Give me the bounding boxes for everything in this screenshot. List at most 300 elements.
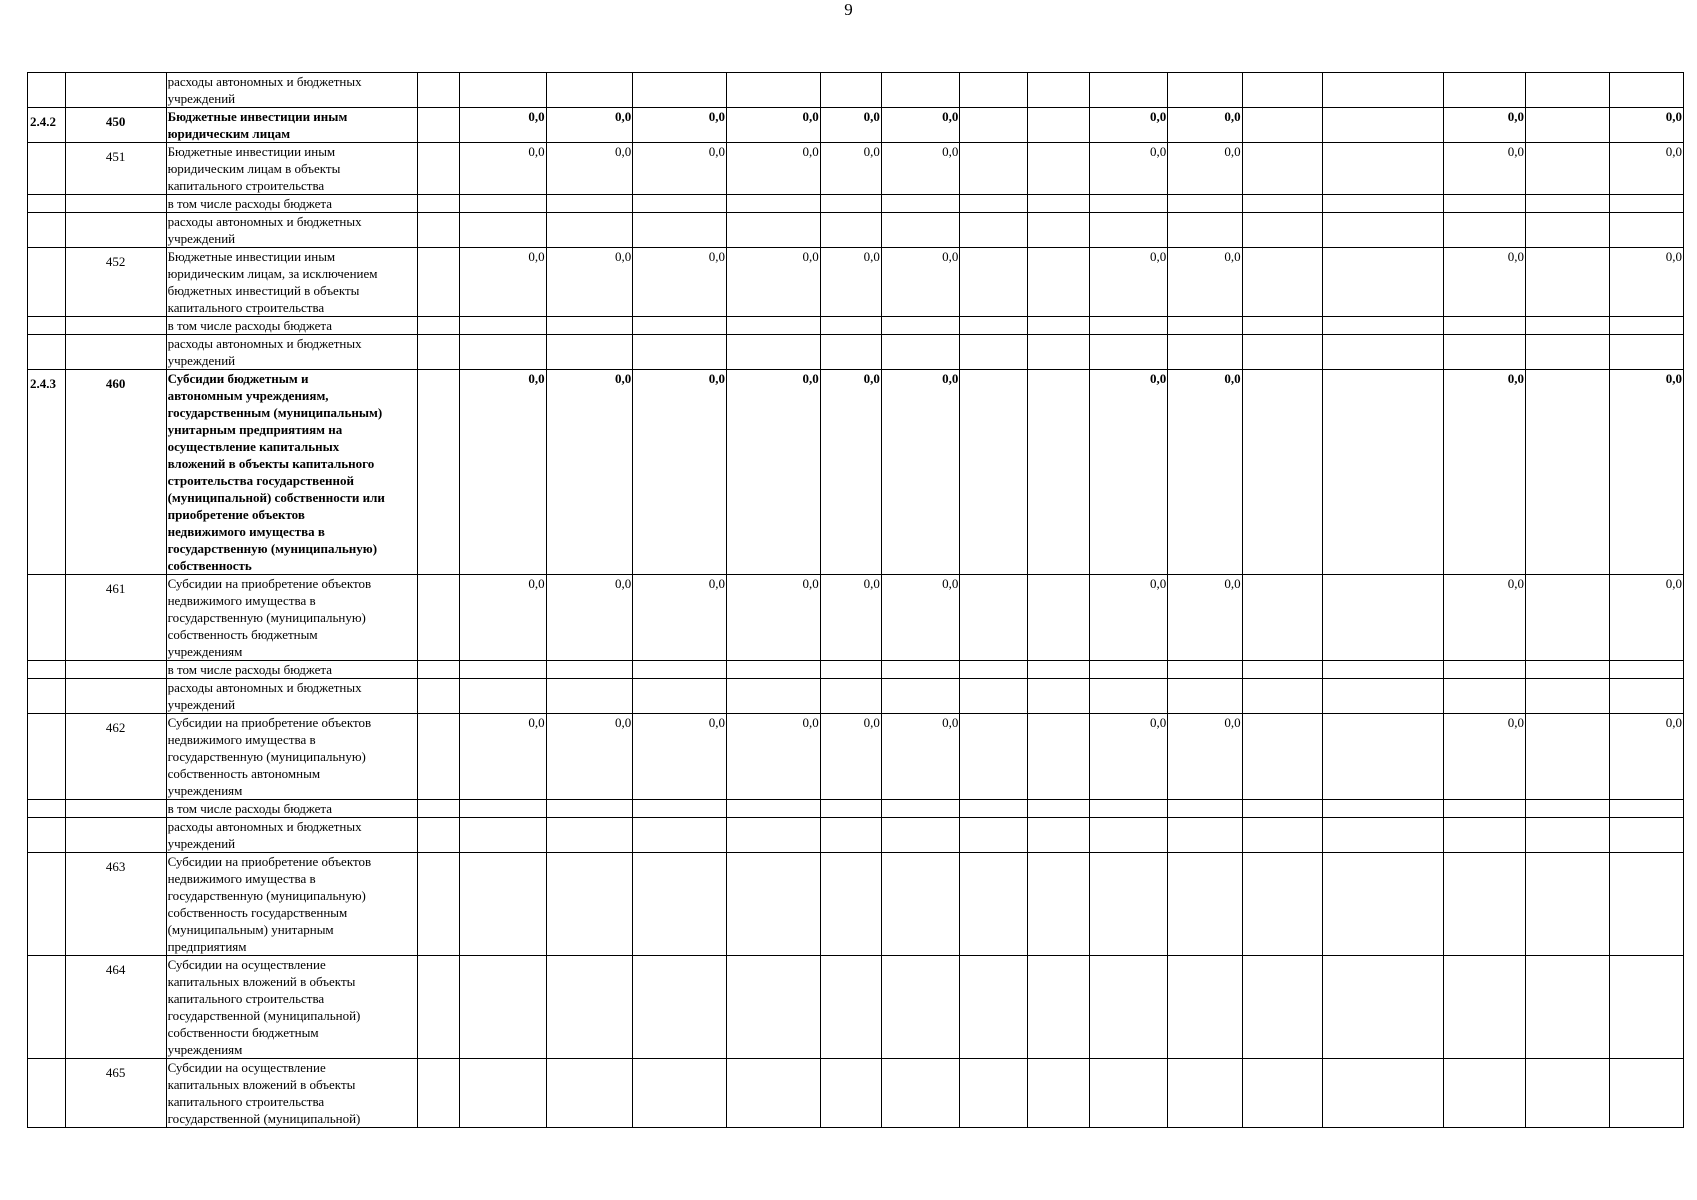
name-cell: Субсидии на приобретение объектов недвижимого имущества в государственную (муниципальную) собственность автономным учреждениям	[166, 714, 418, 800]
value-cell	[1168, 335, 1242, 370]
value-cell	[1168, 317, 1242, 335]
table-row	[28, 956, 1684, 1059]
value-cell	[1089, 679, 1167, 714]
code-cell	[65, 317, 166, 335]
value-cell: 0,0	[727, 248, 821, 317]
value-cell: 0,0	[546, 370, 633, 575]
section-cell	[28, 714, 66, 800]
table-row	[28, 370, 1684, 575]
section-cell	[28, 143, 66, 195]
value-cell	[1242, 73, 1323, 108]
value-cell	[418, 248, 460, 317]
value-cell	[1027, 818, 1089, 853]
value-cell: 0,0	[1444, 143, 1526, 195]
value-cell	[881, 818, 959, 853]
value-cell	[460, 679, 547, 714]
value-cell	[1444, 335, 1526, 370]
value-cell	[960, 818, 1027, 853]
value-cell	[1323, 853, 1444, 956]
section-cell	[28, 800, 66, 818]
value-cell	[418, 800, 460, 818]
value-cell	[1027, 108, 1089, 143]
code-cell	[65, 73, 166, 108]
value-cell	[633, 1059, 727, 1128]
value-cell	[1323, 73, 1444, 108]
value-cell	[1323, 956, 1444, 1059]
section-cell	[28, 679, 66, 714]
value-cell	[881, 853, 959, 956]
value-cell: 0,0	[460, 143, 547, 195]
value-cell	[418, 195, 460, 213]
table-row	[28, 73, 1684, 108]
value-cell	[1609, 73, 1684, 108]
value-cell	[1027, 661, 1089, 679]
table-row	[28, 317, 1684, 335]
code-cell	[65, 213, 166, 248]
table-row	[28, 143, 1684, 195]
table-body	[28, 73, 1684, 1128]
value-cell	[1242, 195, 1323, 213]
value-cell	[460, 661, 547, 679]
value-cell	[1027, 73, 1089, 108]
value-cell	[1242, 213, 1323, 248]
section-cell	[28, 575, 66, 661]
value-cell	[460, 800, 547, 818]
value-cell	[1444, 213, 1526, 248]
value-cell	[1444, 1059, 1526, 1128]
value-cell	[727, 800, 821, 818]
value-cell	[1242, 248, 1323, 317]
value-cell	[1323, 1059, 1444, 1128]
value-cell	[546, 679, 633, 714]
value-cell	[1323, 213, 1444, 248]
value-cell	[881, 73, 959, 108]
code-cell: 452	[65, 248, 166, 317]
value-cell	[960, 335, 1027, 370]
value-cell	[1609, 213, 1684, 248]
value-cell: 0,0	[633, 108, 727, 143]
value-cell	[418, 575, 460, 661]
value-cell	[1168, 679, 1242, 714]
value-cell	[960, 248, 1027, 317]
value-cell: 0,0	[460, 714, 547, 800]
value-cell	[1027, 370, 1089, 575]
value-cell	[418, 143, 460, 195]
value-cell	[820, 800, 881, 818]
value-cell	[1242, 575, 1323, 661]
value-cell	[881, 195, 959, 213]
value-cell	[960, 956, 1027, 1059]
code-cell: 450	[65, 108, 166, 143]
value-cell	[546, 1059, 633, 1128]
value-cell	[1242, 317, 1323, 335]
value-cell	[727, 1059, 821, 1128]
value-cell	[960, 714, 1027, 800]
value-cell: 0,0	[460, 248, 547, 317]
value-cell	[1242, 800, 1323, 818]
value-cell	[1323, 661, 1444, 679]
section-cell: 2.4.3	[28, 370, 66, 575]
section-cell	[28, 1059, 66, 1128]
value-cell	[546, 213, 633, 248]
value-cell	[820, 661, 881, 679]
value-cell	[1525, 679, 1609, 714]
value-cell	[1525, 575, 1609, 661]
value-cell	[1609, 853, 1684, 956]
value-cell	[960, 213, 1027, 248]
value-cell	[460, 73, 547, 108]
value-cell	[1027, 1059, 1089, 1128]
value-cell	[633, 317, 727, 335]
value-cell	[418, 714, 460, 800]
value-cell	[820, 317, 881, 335]
value-cell	[1525, 370, 1609, 575]
section-cell	[28, 317, 66, 335]
value-cell	[881, 1059, 959, 1128]
value-cell: 0,0	[1089, 575, 1167, 661]
value-cell	[1525, 714, 1609, 800]
value-cell	[1242, 714, 1323, 800]
value-cell: 0,0	[1609, 370, 1684, 575]
value-cell	[1027, 853, 1089, 956]
value-cell	[1609, 335, 1684, 370]
table-row	[28, 714, 1684, 800]
table-row	[28, 213, 1684, 248]
value-cell: 0,0	[1609, 108, 1684, 143]
value-cell	[1168, 800, 1242, 818]
value-cell	[1525, 248, 1609, 317]
value-cell	[1089, 853, 1167, 956]
name-cell: расходы автономных и бюджетных учреждений	[166, 818, 418, 853]
value-cell	[418, 679, 460, 714]
value-cell	[633, 956, 727, 1059]
value-cell	[1089, 956, 1167, 1059]
value-cell: 0,0	[460, 108, 547, 143]
value-cell: 0,0	[1444, 108, 1526, 143]
value-cell	[960, 73, 1027, 108]
value-cell	[546, 800, 633, 818]
value-cell	[1525, 335, 1609, 370]
value-cell	[1525, 800, 1609, 818]
value-cell	[881, 661, 959, 679]
value-cell: 0,0	[546, 248, 633, 317]
name-cell: расходы автономных и бюджетных учреждений	[166, 73, 418, 108]
value-cell	[960, 575, 1027, 661]
value-cell	[1444, 661, 1526, 679]
value-cell	[633, 800, 727, 818]
value-cell	[546, 195, 633, 213]
table-row	[28, 679, 1684, 714]
code-cell	[65, 661, 166, 679]
value-cell	[1609, 195, 1684, 213]
name-cell: расходы автономных и бюджетных учреждений	[166, 679, 418, 714]
value-cell	[960, 143, 1027, 195]
value-cell: 0,0	[1609, 143, 1684, 195]
value-cell: 0,0	[881, 108, 959, 143]
budget-table	[27, 72, 1684, 1128]
value-cell	[1323, 800, 1444, 818]
value-cell: 0,0	[881, 575, 959, 661]
value-cell	[727, 195, 821, 213]
value-cell	[1525, 956, 1609, 1059]
value-cell	[820, 679, 881, 714]
value-cell	[1323, 714, 1444, 800]
value-cell	[1027, 195, 1089, 213]
table-row	[28, 248, 1684, 317]
value-cell: 0,0	[633, 143, 727, 195]
value-cell	[1609, 317, 1684, 335]
name-cell: Субсидии на приобретение объектов недвижимого имущества в государственную (муниципальную) собственность государственным (муниципальным) унитарным предприятиям	[166, 853, 418, 956]
value-cell: 0,0	[820, 108, 881, 143]
value-cell	[727, 818, 821, 853]
value-cell	[960, 853, 1027, 956]
code-cell: 461	[65, 575, 166, 661]
section-cell	[28, 853, 66, 956]
value-cell	[1444, 956, 1526, 1059]
value-cell: 0,0	[727, 575, 821, 661]
value-cell	[1609, 661, 1684, 679]
name-cell: в том числе расходы бюджета	[166, 661, 418, 679]
value-cell	[633, 679, 727, 714]
value-cell: 0,0	[1168, 108, 1242, 143]
value-cell: 0,0	[546, 714, 633, 800]
value-cell	[418, 370, 460, 575]
section-cell	[28, 661, 66, 679]
value-cell	[460, 317, 547, 335]
value-cell	[1168, 213, 1242, 248]
value-cell: 0,0	[881, 370, 959, 575]
name-cell: расходы автономных и бюджетных учреждений	[166, 213, 418, 248]
value-cell	[1444, 317, 1526, 335]
value-cell	[633, 818, 727, 853]
value-cell	[1168, 661, 1242, 679]
value-cell	[418, 853, 460, 956]
name-cell: в том числе расходы бюджета	[166, 317, 418, 335]
value-cell	[460, 195, 547, 213]
table-row	[28, 335, 1684, 370]
value-cell	[460, 818, 547, 853]
name-cell: в том числе расходы бюджета	[166, 195, 418, 213]
value-cell	[418, 1059, 460, 1128]
value-cell: 0,0	[1089, 248, 1167, 317]
value-cell	[1444, 679, 1526, 714]
value-cell	[1242, 1059, 1323, 1128]
value-cell	[820, 956, 881, 1059]
section-cell: 2.4.2	[28, 108, 66, 143]
value-cell	[1323, 108, 1444, 143]
value-cell	[418, 335, 460, 370]
value-cell	[960, 195, 1027, 213]
value-cell: 0,0	[546, 143, 633, 195]
value-cell	[546, 335, 633, 370]
value-cell	[1609, 818, 1684, 853]
value-cell	[1609, 956, 1684, 1059]
value-cell	[1027, 800, 1089, 818]
value-cell: 0,0	[881, 143, 959, 195]
value-cell	[881, 956, 959, 1059]
value-cell	[1444, 853, 1526, 956]
code-cell	[65, 800, 166, 818]
table-row	[28, 195, 1684, 213]
value-cell	[418, 108, 460, 143]
section-cell	[28, 73, 66, 108]
value-cell	[960, 370, 1027, 575]
table-row	[28, 575, 1684, 661]
value-cell	[1027, 248, 1089, 317]
value-cell: 0,0	[727, 108, 821, 143]
value-cell	[1323, 248, 1444, 317]
table-row	[28, 1059, 1684, 1128]
value-cell	[1089, 335, 1167, 370]
value-cell: 0,0	[1609, 575, 1684, 661]
value-cell	[1525, 213, 1609, 248]
section-cell	[28, 213, 66, 248]
value-cell	[1168, 818, 1242, 853]
value-cell	[1242, 143, 1323, 195]
value-cell	[1444, 195, 1526, 213]
table-row	[28, 661, 1684, 679]
value-cell	[881, 317, 959, 335]
value-cell	[1323, 195, 1444, 213]
value-cell: 0,0	[1609, 714, 1684, 800]
value-cell	[633, 213, 727, 248]
value-cell	[820, 818, 881, 853]
code-cell	[65, 818, 166, 853]
value-cell	[1089, 661, 1167, 679]
value-cell	[1027, 143, 1089, 195]
value-cell	[418, 818, 460, 853]
value-cell	[1089, 195, 1167, 213]
value-cell	[881, 800, 959, 818]
value-cell	[633, 335, 727, 370]
value-cell	[881, 213, 959, 248]
value-cell	[1168, 195, 1242, 213]
section-cell	[28, 248, 66, 317]
value-cell	[1027, 317, 1089, 335]
value-cell	[960, 679, 1027, 714]
value-cell	[820, 195, 881, 213]
value-cell: 0,0	[1168, 248, 1242, 317]
name-cell: Бюджетные инвестиции иным юридическим лицам в объекты капитального строительства	[166, 143, 418, 195]
value-cell: 0,0	[1444, 575, 1526, 661]
table-row	[28, 818, 1684, 853]
value-cell	[960, 1059, 1027, 1128]
value-cell: 0,0	[881, 714, 959, 800]
value-cell	[820, 213, 881, 248]
value-cell	[1089, 800, 1167, 818]
value-cell	[633, 853, 727, 956]
value-cell	[1525, 195, 1609, 213]
value-cell	[1525, 1059, 1609, 1128]
value-cell	[1323, 575, 1444, 661]
value-cell: 0,0	[727, 143, 821, 195]
value-cell	[1323, 818, 1444, 853]
value-cell	[1027, 956, 1089, 1059]
value-cell	[1027, 714, 1089, 800]
value-cell: 0,0	[546, 108, 633, 143]
value-cell: 0,0	[820, 575, 881, 661]
value-cell	[460, 853, 547, 956]
value-cell	[881, 335, 959, 370]
value-cell	[1089, 317, 1167, 335]
value-cell	[820, 73, 881, 108]
value-cell	[1609, 1059, 1684, 1128]
value-cell: 0,0	[1444, 248, 1526, 317]
value-cell	[460, 1059, 547, 1128]
value-cell	[1609, 800, 1684, 818]
code-cell: 462	[65, 714, 166, 800]
code-cell	[65, 679, 166, 714]
value-cell	[460, 213, 547, 248]
value-cell: 0,0	[727, 714, 821, 800]
value-cell	[1323, 679, 1444, 714]
table-row	[28, 800, 1684, 818]
value-cell	[1027, 213, 1089, 248]
value-cell	[727, 317, 821, 335]
value-cell	[1323, 143, 1444, 195]
value-cell: 0,0	[1089, 108, 1167, 143]
value-cell: 0,0	[633, 714, 727, 800]
value-cell	[1168, 956, 1242, 1059]
value-cell	[418, 661, 460, 679]
name-cell: Субсидии на осуществление капитальных вложений в объекты капитального строительства государственной (муниципальной)	[166, 1059, 418, 1128]
value-cell	[881, 679, 959, 714]
value-cell	[1525, 818, 1609, 853]
code-cell	[65, 195, 166, 213]
value-cell	[1323, 370, 1444, 575]
value-cell	[1525, 108, 1609, 143]
name-cell: Субсидии бюджетным и автономным учреждениям, государственным (муниципальным) унитарным предприятиям на осуществление капитальных вложений в объекты капитального строительства государственной (муниципальной) собственности или приобретение объектов недвижимого имущества в государственную (муниципальную) собственность	[166, 370, 418, 575]
value-cell	[1242, 853, 1323, 956]
value-cell	[1323, 317, 1444, 335]
value-cell	[1242, 661, 1323, 679]
value-cell	[460, 956, 547, 1059]
value-cell	[1242, 818, 1323, 853]
value-cell	[1027, 679, 1089, 714]
value-cell	[1525, 73, 1609, 108]
value-cell: 0,0	[1444, 714, 1526, 800]
value-cell	[1027, 335, 1089, 370]
value-cell	[418, 956, 460, 1059]
value-cell: 0,0	[460, 370, 547, 575]
value-cell: 0,0	[460, 575, 547, 661]
value-cell	[1525, 317, 1609, 335]
value-cell	[1168, 853, 1242, 956]
value-cell	[1242, 370, 1323, 575]
value-cell: 0,0	[1168, 370, 1242, 575]
value-cell: 0,0	[1168, 714, 1242, 800]
value-cell	[1525, 143, 1609, 195]
value-cell: 0,0	[820, 143, 881, 195]
value-cell	[1609, 679, 1684, 714]
value-cell	[418, 317, 460, 335]
name-cell: Субсидии на приобретение объектов недвижимого имущества в государственную (муниципальную) собственность бюджетным учреждениям	[166, 575, 418, 661]
value-cell	[1242, 679, 1323, 714]
value-cell	[727, 679, 821, 714]
value-cell	[1242, 956, 1323, 1059]
value-cell: 0,0	[820, 248, 881, 317]
value-cell: 0,0	[633, 370, 727, 575]
value-cell	[546, 73, 633, 108]
value-cell: 0,0	[1168, 575, 1242, 661]
value-cell	[546, 661, 633, 679]
name-cell: расходы автономных и бюджетных учреждений	[166, 335, 418, 370]
value-cell	[1089, 213, 1167, 248]
value-cell	[727, 335, 821, 370]
value-cell: 0,0	[727, 370, 821, 575]
value-cell	[1089, 818, 1167, 853]
table-row	[28, 108, 1684, 143]
